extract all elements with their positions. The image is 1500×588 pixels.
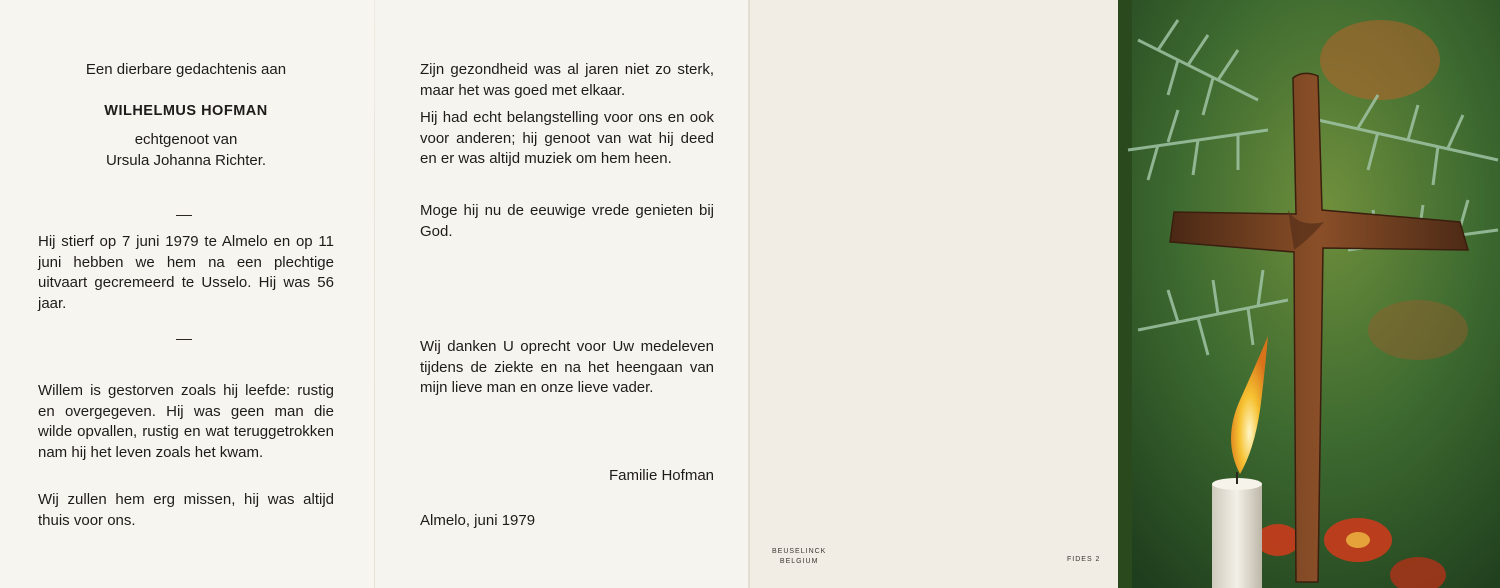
series-code: FIDES 2 [1067,556,1101,563]
spouse-line-1: echtgenoot van [134,131,238,148]
missing-paragraph: Wij zullen hem erg missen, hij was altijd thuis voor ons. [38,491,334,529]
death-paragraph: Hij stierf op 7 juni 1979 te Almelo en op 11 juni hebben we hem na een plechtige uitvaart gecremeerd te Usselo. Hij was 56 jaar. [38,233,334,312]
separator-dash [176,339,192,340]
photo-panel [1118,0,1500,588]
cross-candle-photo-icon [1118,0,1500,588]
family-signature: Familie Hofman [608,467,714,484]
separator-dash [176,215,192,216]
back-panel [750,0,1118,588]
character-paragraph: Willem is gestorven zoals hij leefde: rustig en overgegeven. Hij was geen man die wilde opvallen, rustig en wat teruggetrokken nam hij het leven zoals het kwam. [38,382,334,461]
prayer-paragraph: Moge hij nu de eeuwige vrede genieten bij God. [420,202,714,240]
deceased-name: WILHELMUS HOFMAN [104,103,268,119]
printer-imprint [772,547,826,567]
intro-line: Een dierbare gedachtenis aan [85,61,287,78]
printer-name: BEUSELINCK [772,548,827,555]
left-text-panel [0,0,375,588]
health-paragraph: Zijn gezondheid was al jaren niet zo sterk, maar het was goed met elkaar. [420,61,714,99]
spouse-line-2: Ursula Johanna Richter. [105,152,267,169]
printer-country: BELGIUM [779,558,819,565]
thanks-paragraph: Wij danken U oprecht voor Uw medeleven tijdens de ziekte en na het heengaan van mijn lieve man en onze lieve vader. [420,338,714,397]
interests-paragraph: Hij had echt belangstelling voor ons en ook voor anderen; hij genoot van wat hij deed en er was altijd muziek om hem heen. [420,109,714,168]
place-date-line: Almelo, juni 1979 [420,512,536,529]
